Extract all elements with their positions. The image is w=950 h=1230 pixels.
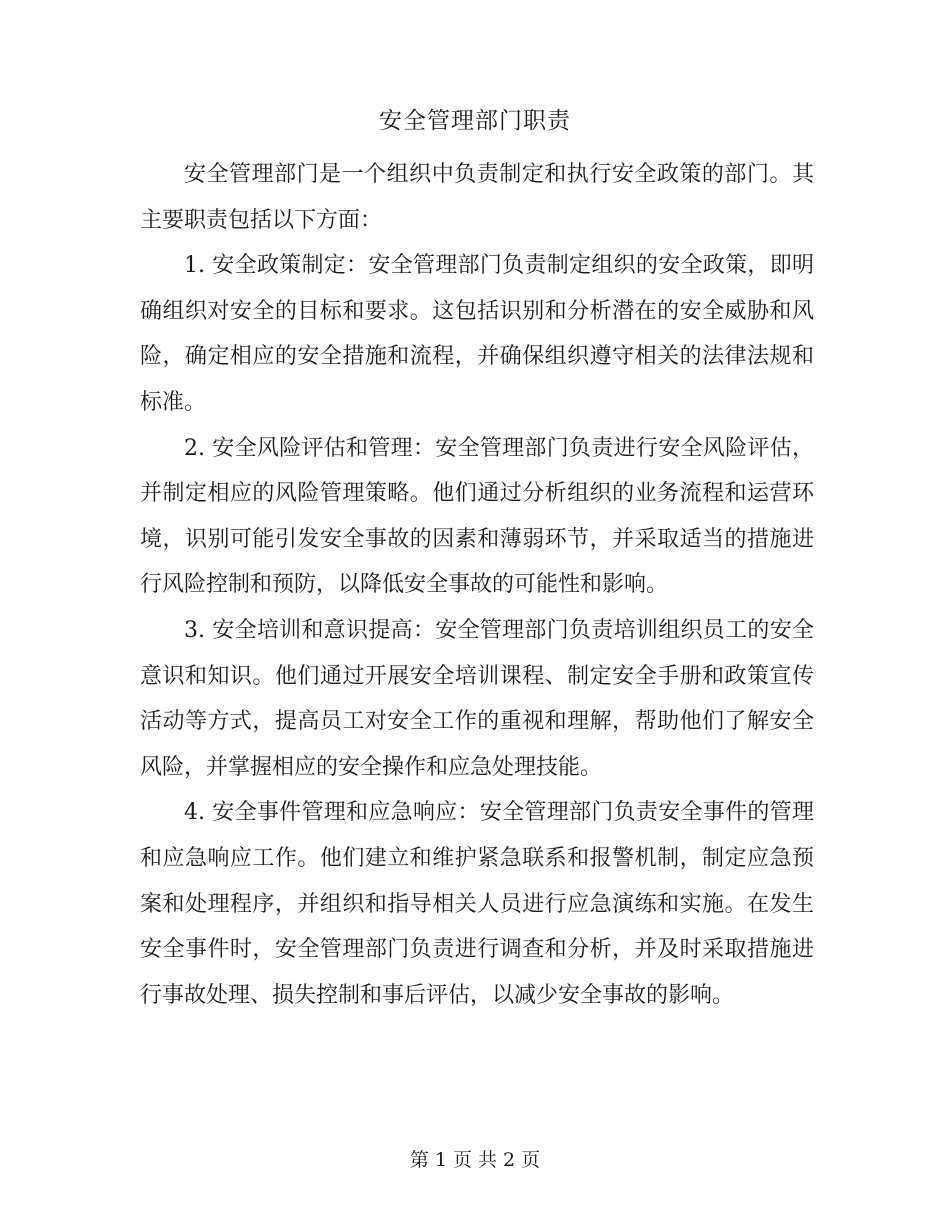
document-title: 安全管理部门职责 — [379, 108, 571, 134]
page-number-footer: 第 1 页 共 2 页 — [409, 1149, 541, 1171]
paragraph-intro: 安全管理部门是一个组织中负责制定和执行安全政策的部门。其主要职责包括以下方面： — [140, 162, 814, 233]
paragraph-item-3: 3. 安全培训和意识提高：安全管理部门负责培训组织员工的安全意识和知识。他们通过开展安全培训课程、制定安全手册和政策宣传活动等方式，提高员工对安全工作的重视和理解，帮助他们了解安全风险，并掌握相应的安全操作和应急处理技能。 — [140, 617, 814, 780]
document-body — [140, 152, 814, 1018]
paragraph-item-1: 1. 安全政策制定：安全管理部门负责制定组织的安全政策，即明确组织对安全的目标和要求。这包括识别和分析潜在的安全威胁和风险，确定相应的安全措施和流程，并确保组织遵守相关的法律法规和标准。 — [140, 253, 814, 415]
paragraph-item-4: 4. 安全事件管理和应急响应：安全管理部门负责安全事件的管理和应急响应工作。他们建立和维护紧急联系和报警机制，制定应急预案和处理程序，并组织和指导相关人员进行应急演练和实施。在发生安全事件时，安全管理部门负责进行调查和分析，并及时采取措施进行事故处理、损失控制和事后评估，以减少安全事故的影响。 — [140, 800, 814, 1008]
paragraph-item-2: 2. 安全风险评估和管理：安全管理部门负责进行安全风险评估，并制定相应的风险管理策略。他们通过分析组织的业务流程和运营环境，识别可能引发安全事故的因素和薄弱环节，并采取适当的措施进行风险控制和预防，以降低安全事故的可能性和影响。 — [140, 435, 814, 598]
